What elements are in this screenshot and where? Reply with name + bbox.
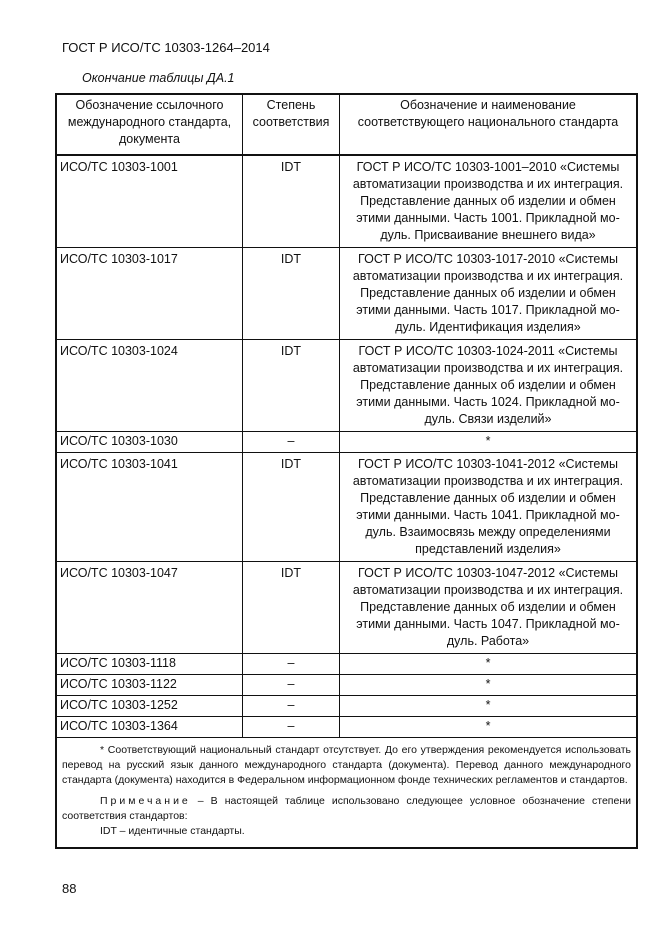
footnote: * Соответствующий национальный стандарт отсутствует. До его утверждения рекомендуется использовать перевод на русский язык данного международного стандарта (документа). Перевод данного международного стандарта (документа) находится в Федеральном информационном фонде технических регламентов и стандартов. bbox=[62, 744, 631, 786]
cell-national: ГОСТ Р ИСО/ТС 10303-1047-2012 «Системы автоматизации производства и их интеграция. Представление данных об изделии и обмен этими данными. Часть 1047. Прикладной мо- дуль. Работа» bbox=[340, 562, 638, 654]
cell-ref: ИСО/ТС 10303-1030 bbox=[56, 432, 243, 453]
cell-degree: IDT bbox=[243, 248, 340, 340]
document-header: ГОСТ Р ИСО/ТС 10303-1264–2014 bbox=[62, 40, 270, 55]
table-row bbox=[56, 155, 637, 248]
cell-degree: IDT bbox=[243, 453, 340, 562]
table-header-row bbox=[56, 94, 637, 155]
table-caption: Окончание таблицы ДА.1 bbox=[82, 71, 235, 85]
page-number: 88 bbox=[62, 881, 77, 896]
cell-national: * bbox=[340, 696, 638, 717]
cell-degree: – bbox=[243, 432, 340, 453]
table-row bbox=[56, 696, 637, 717]
table-notes bbox=[56, 738, 637, 849]
cell-ref: ИСО/ТС 10303-1364 bbox=[56, 717, 243, 738]
cell-degree: – bbox=[243, 696, 340, 717]
note-label: Примечание bbox=[100, 795, 191, 807]
cell-national: ГОСТ Р ИСО/ТС 10303-1041-2012 «Системы автоматизации производства и их интеграция. Представление данных об изделии и обмен этими данными. Часть 1041. Прикладной мо- дуль. Взаимосвязь между определениями представлений изделия» bbox=[340, 453, 638, 562]
table-notes-row bbox=[56, 738, 637, 849]
note-text: – В настоящей таблице использовано следующее условное обозначение степени соответствия стандартов: bbox=[62, 795, 631, 822]
cell-degree: IDT bbox=[243, 340, 340, 432]
table-row bbox=[56, 654, 637, 675]
cell-ref: ИСО/ТС 10303-1122 bbox=[56, 675, 243, 696]
cell-national: ГОСТ Р ИСО/ТС 10303-1024-2011 «Системы автоматизации производства и их интеграция. Представление данных об изделии и обмен этими данными. Часть 1024. Прикладной мо- дуль. Связи изделий» bbox=[340, 340, 638, 432]
cell-degree: – bbox=[243, 654, 340, 675]
table-row bbox=[56, 453, 637, 562]
cell-degree: IDT bbox=[243, 562, 340, 654]
cell-national: * bbox=[340, 717, 638, 738]
table-row bbox=[56, 340, 637, 432]
cell-degree: – bbox=[243, 675, 340, 696]
column-header-ref: Обозначение ссылочного международного стандарта, документа bbox=[56, 94, 243, 155]
cell-degree: – bbox=[243, 717, 340, 738]
cell-national: * bbox=[340, 675, 638, 696]
cell-national: * bbox=[340, 654, 638, 675]
table-row bbox=[56, 675, 637, 696]
table-row bbox=[56, 717, 637, 738]
cell-ref: ИСО/ТС 10303-1118 bbox=[56, 654, 243, 675]
standards-table bbox=[55, 93, 638, 849]
idt-legend: IDT – идентичные стандарты. bbox=[100, 825, 245, 837]
cell-ref: ИСО/ТС 10303-1047 bbox=[56, 562, 243, 654]
table-row bbox=[56, 432, 637, 453]
cell-ref: ИСО/ТС 10303-1017 bbox=[56, 248, 243, 340]
cell-ref: ИСО/ТС 10303-1001 bbox=[56, 155, 243, 248]
cell-national: ГОСТ Р ИСО/ТС 10303-1017-2010 «Системы автоматизации производства и их интеграция. Представление данных об изделии и обмен этими данными. Часть 1017. Прикладной мо- дуль. Идентификация изделия» bbox=[340, 248, 638, 340]
table-row bbox=[56, 562, 637, 654]
cell-ref: ИСО/ТС 10303-1252 bbox=[56, 696, 243, 717]
table-row bbox=[56, 248, 637, 340]
cell-national: * bbox=[340, 432, 638, 453]
cell-national: ГОСТ Р ИСО/ТС 10303-1001–2010 «Системы автоматизации производства и их интеграция. Представление данных об изделии и обмен этими данными. Часть 1001. Прикладной мо- дуль. Присваивание внешнего вида» bbox=[340, 155, 638, 248]
column-header-national: Обозначение и наименование соответствующего национального стандарта bbox=[340, 94, 638, 155]
cell-ref: ИСО/ТС 10303-1024 bbox=[56, 340, 243, 432]
note bbox=[62, 794, 631, 824]
cell-ref: ИСО/ТС 10303-1041 bbox=[56, 453, 243, 562]
column-header-degree: Степень соответствия bbox=[243, 94, 340, 155]
cell-degree: IDT bbox=[243, 155, 340, 248]
